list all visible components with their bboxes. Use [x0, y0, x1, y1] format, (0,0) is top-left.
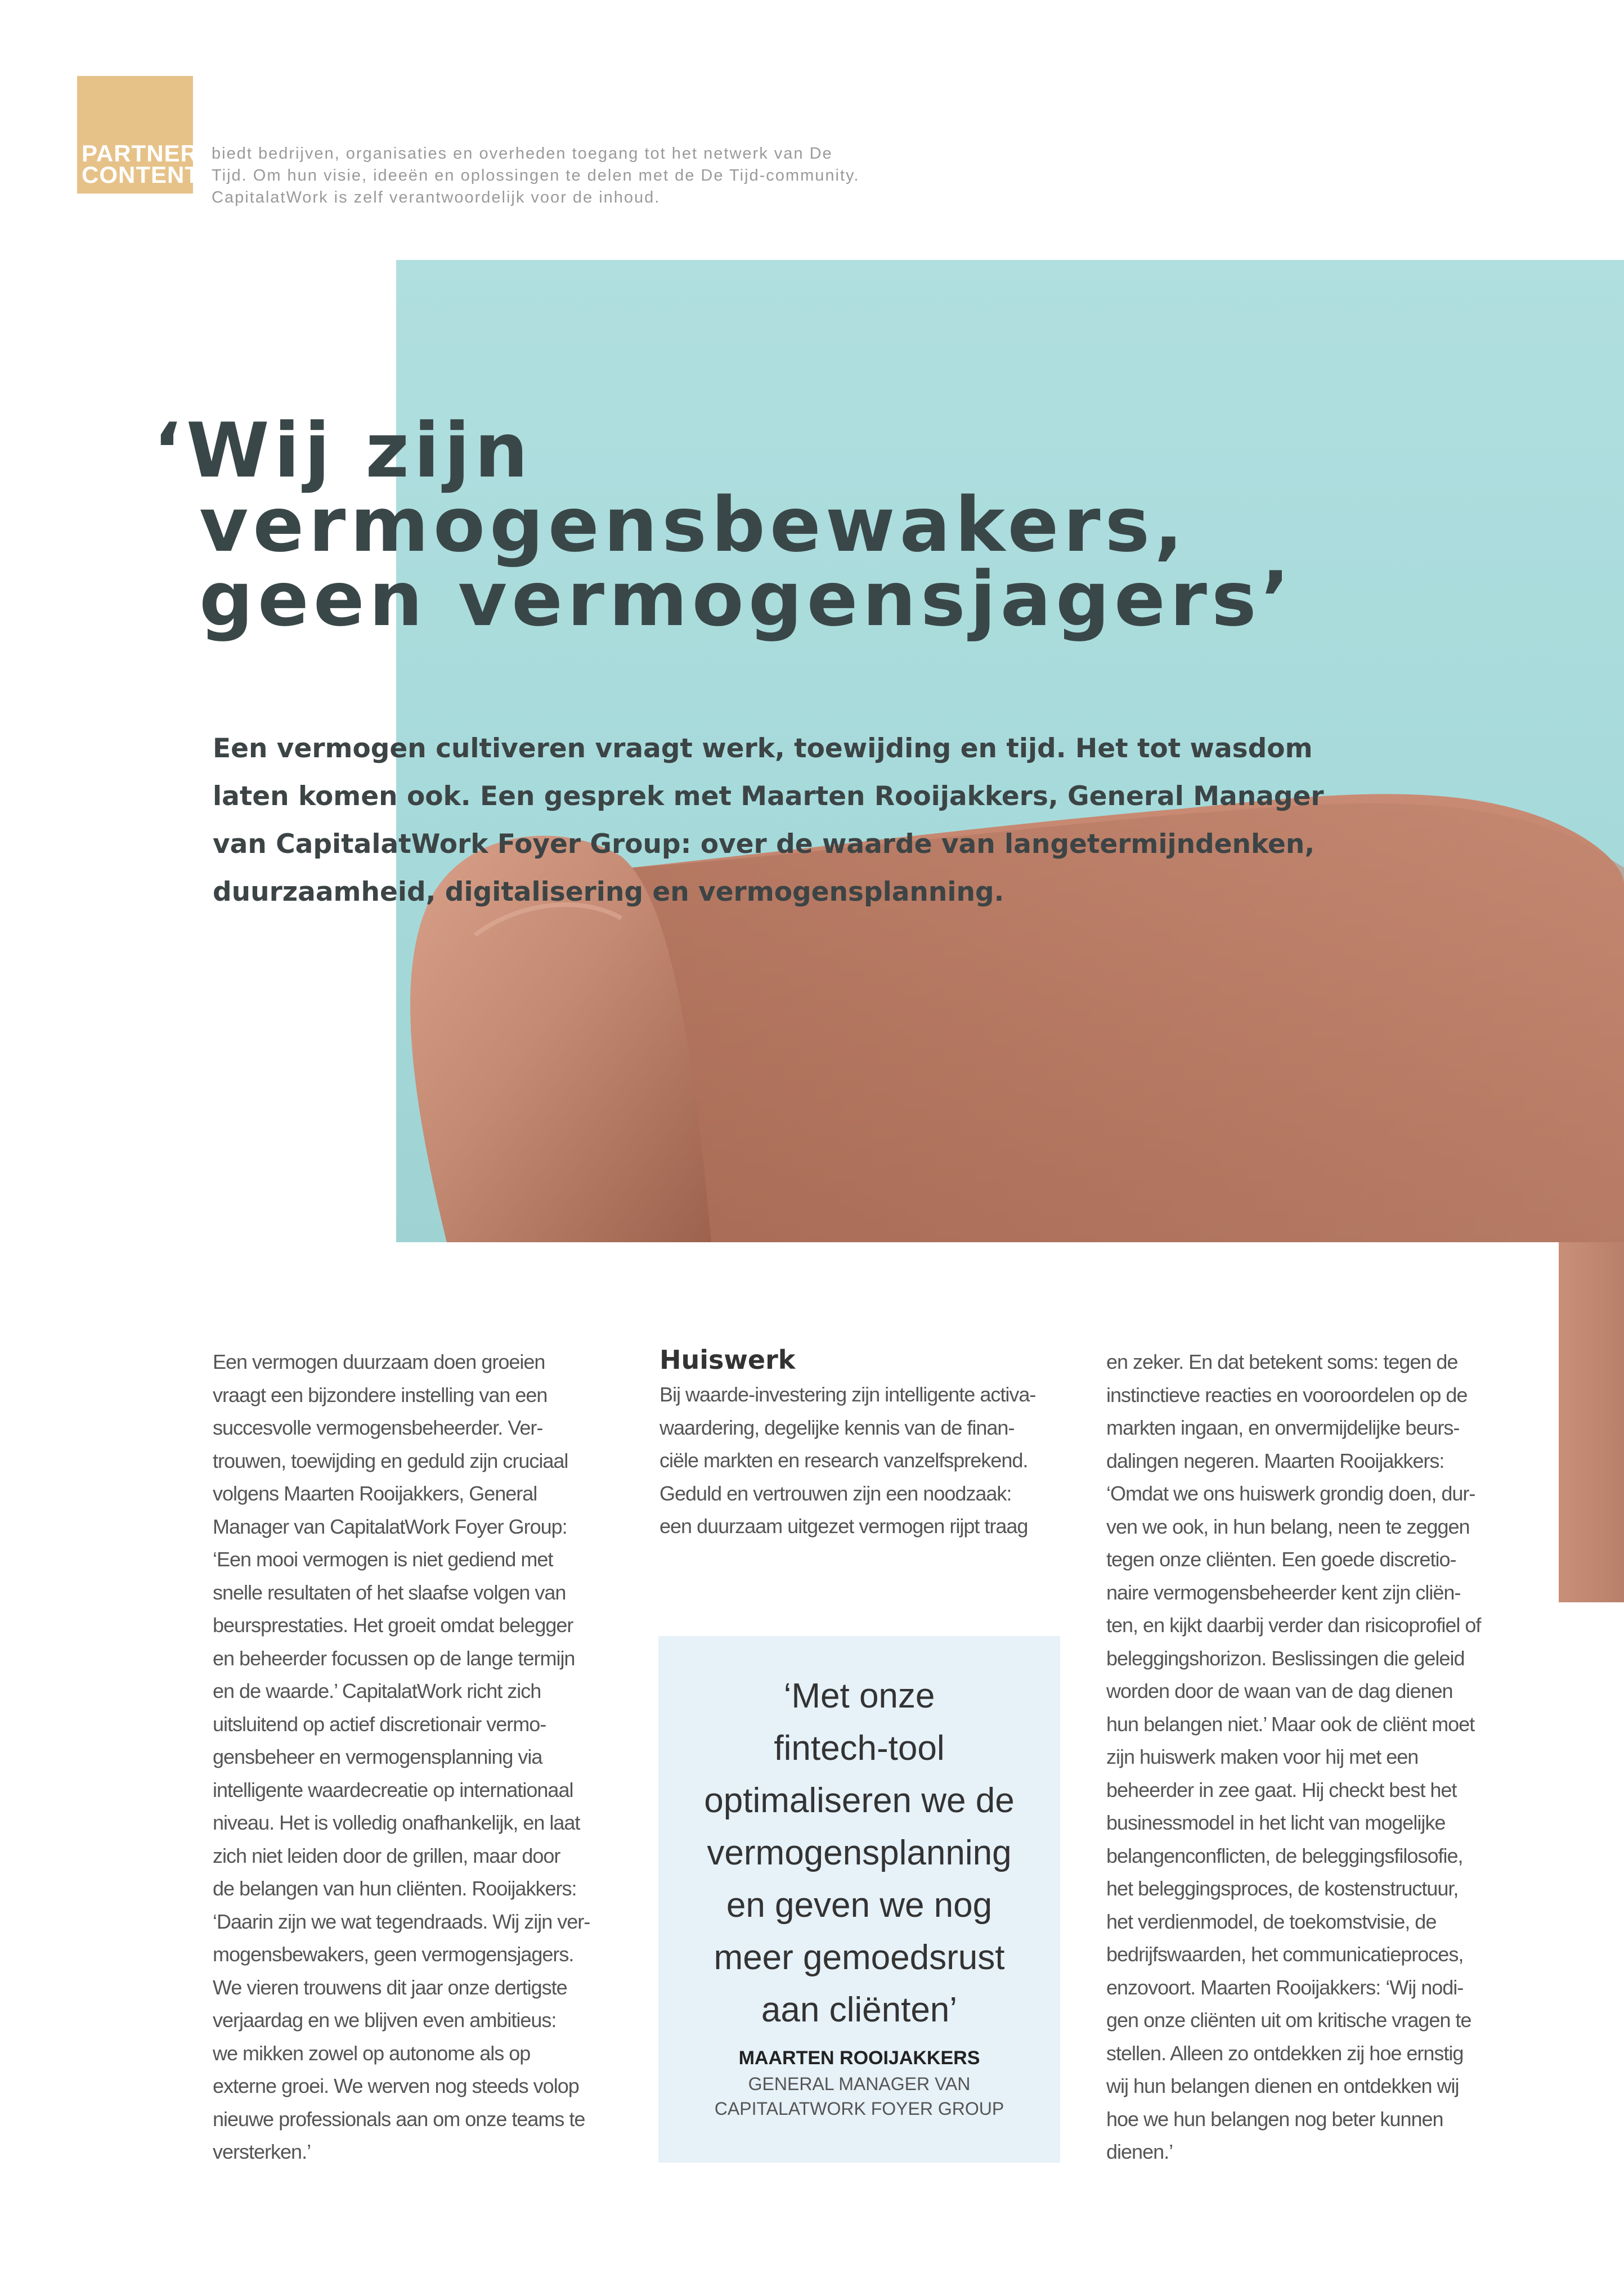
- body-line: trouwen, toewijding en geduld zijn cruciaal: [213, 1449, 568, 1472]
- section-heading-huiswerk: Huiswerk: [660, 1345, 796, 1375]
- body-line: ‘Omdat we ons huiswerk grondig doen, dur-: [1106, 1482, 1475, 1505]
- lead-line: van CapitalatWork Foyer Group: over de waarde van langetermijndenken,: [213, 829, 1315, 860]
- badge-line-1: PARTNER: [82, 140, 198, 167]
- body-line: bedrijfswaarden, het communicatieproces,: [1106, 1943, 1464, 1966]
- body-line: mogensbewakers, geen vermogensjagers.: [213, 1943, 574, 1966]
- body-line: markten ingaan, en onvermijdelijke beurs-: [1106, 1416, 1460, 1439]
- body-line: hoe we hun belangen nog beter kunnen: [1106, 2107, 1443, 2131]
- pull-quote-text: [658, 1670, 1060, 2036]
- body-line: dienen.’: [1106, 2140, 1173, 2163]
- quote-line: fintech-tool: [774, 1729, 945, 1768]
- body-column-2: [660, 1378, 1076, 1543]
- partner-disclaimer: [212, 143, 860, 209]
- body-line: en de waarde.’ CapitalatWork richt zich: [213, 1679, 541, 1702]
- quote-line: ‘Met onze: [783, 1677, 935, 1715]
- quote-author-role: [658, 2072, 1060, 2121]
- body-line: waardering, degelijke kennis van de finan-: [660, 1416, 1015, 1439]
- partner-content-badge: [77, 76, 200, 194]
- quote-line: meer gemoedsrust: [714, 1938, 1005, 1977]
- body-line: succesvolle vermogensbeheerder. Ver-: [213, 1416, 543, 1439]
- body-line: een duurzaam uitgezet vermogen rijpt traag: [660, 1515, 1028, 1538]
- body-line: ciële markten en research vanzelfsprekend.: [660, 1449, 1028, 1472]
- body-line: de belangen van hun cliënten. Rooijakkers:: [213, 1877, 577, 1900]
- body-line: ‘Een mooi vermogen is niet gediend met: [213, 1548, 553, 1571]
- body-line: Geduld en vertrouwen zijn een noodzaak:: [660, 1481, 1012, 1505]
- body-line: verjaardag en we blijven even ambitieus:: [213, 2009, 557, 2032]
- body-line: Een vermogen duurzaam doen groeien: [213, 1350, 545, 1373]
- body-line: nieuwe professionals aan om onze teams te: [213, 2107, 585, 2131]
- body-line: wij hun belangen dienen en ontdekken wij: [1106, 2074, 1459, 2097]
- body-line: naire vermogensbeheerder kent zijn cliën-: [1106, 1580, 1461, 1604]
- body-line: zijn huiswerk maken voor hij met een: [1106, 1745, 1419, 1768]
- article-title: [153, 407, 1294, 643]
- body-line: dalingen negeren. Maarten Rooijakkers:: [1106, 1449, 1444, 1472]
- quote-line: vermogensplanning: [707, 1834, 1012, 1872]
- body-line: enzovoort. Maarten Rooijakkers: ‘Wij nodi-: [1106, 1975, 1464, 1999]
- body-line: businessmodel in het licht van mogelijke: [1106, 1811, 1446, 1834]
- body-line: beleggingshorizon. Beslissingen die geleid: [1106, 1646, 1465, 1670]
- body-line: beursprestaties. Het groeit omdat belegger: [213, 1614, 573, 1637]
- disclaimer-line: Tijd. Om hun visie, ideeën en oplossingen te delen met de De Tijd-community.: [212, 167, 860, 185]
- body-line: externe groei. We werven nog steeds volop: [213, 2074, 579, 2097]
- disclaimer-line: CapitalatWork is zelf verantwoordelijk voor de inhoud.: [212, 188, 661, 206]
- body-line: het verdienmodel, de toekomstvisie, de: [1106, 1909, 1437, 1933]
- body-column-3: [1106, 1346, 1523, 2169]
- body-line: versterken.’: [213, 2140, 311, 2163]
- body-line: we mikken zowel op autonome als op: [213, 2041, 531, 2065]
- body-line: niveau. Het is volledig onafhankelijk, en laat: [213, 1811, 580, 1834]
- body-line: en zeker. En dat betekent soms: tegen de: [1106, 1350, 1458, 1373]
- body-line: We vieren trouwens dit jaar onze dertigste: [213, 1975, 567, 1999]
- body-line: intelligente waardecreatie op internationaal: [213, 1778, 573, 1801]
- title-line: ‘Wij zijn: [153, 407, 533, 495]
- body-line: stellen. Alleen zo ontdekken zij hoe ernstig: [1106, 2041, 1464, 2065]
- body-line: volgens Maarten Rooijakkers, General: [213, 1482, 537, 1505]
- body-line: gen onze cliënten uit om kritische vragen te: [1106, 2009, 1472, 2032]
- quote-line: optimaliseren we de: [704, 1781, 1015, 1820]
- body-line: vraagt een bijzondere instelling van een: [213, 1383, 548, 1407]
- title-line: geen vermogensjagers’: [199, 555, 1294, 643]
- quote-line: en geven we nog: [726, 1886, 993, 1925]
- body-line: ven we ook, in hun belang, neen te zeggen: [1106, 1515, 1470, 1538]
- role-line: GENERAL MANAGER VAN: [748, 2074, 971, 2094]
- body-line: tegen onze cliënten. Een goede discretio-: [1106, 1548, 1456, 1571]
- body-line: Bij waarde-investering zijn intelligente activa-: [660, 1383, 1036, 1406]
- lead-line: laten komen ook. Een gesprek met Maarten Rooijakkers, General Manager: [213, 781, 1324, 812]
- body-line: uitsluitend op actief discretionair vermo-: [213, 1712, 546, 1736]
- body-line: Manager van CapitalatWork Foyer Group:: [213, 1515, 567, 1538]
- lead-line: duurzaamheid, digitalisering en vermogensplanning.: [213, 877, 1004, 907]
- body-line: snelle resultaten of het slaafse volgen van: [213, 1580, 566, 1604]
- body-line: zich niet leiden door de grillen, maar door: [213, 1844, 560, 1867]
- quote-line: aan cliënten’: [761, 1991, 958, 2029]
- title-line: vermogensbewakers,: [199, 481, 1188, 569]
- body-line: gensbeheer en vermogensplanning via: [213, 1745, 542, 1768]
- body-line: ten, en kijkt daarbij verder dan risicoprofiel of: [1106, 1614, 1481, 1637]
- pull-quote: [658, 1636, 1060, 2163]
- body-line: en beheerder focussen op de lange termijn: [213, 1646, 575, 1670]
- badge-line-2: CONTENT: [82, 161, 200, 188]
- body-line: het beleggingsproces, de kostenstructuur,: [1106, 1877, 1459, 1900]
- role-line: CAPITALATWORK FOYER GROUP: [714, 2099, 1004, 2119]
- body-line: hun belangen niet.’ Maar ook de cliënt moet: [1106, 1712, 1475, 1736]
- body-line: instinctieve reacties en vooroordelen op de: [1106, 1383, 1468, 1407]
- body-line: worden door de waan van de dag dienen: [1106, 1679, 1453, 1702]
- body-line: ‘Daarin zijn we wat tegendraads. Wij zijn ver-: [213, 1909, 590, 1933]
- disclaimer-line: biedt bedrijven, organisaties en overheden toegang tot het netwerk van De: [212, 145, 833, 163]
- article-lead: [213, 725, 1338, 916]
- body-line: beheerder in zee gaat. Hij checkt best het: [1106, 1778, 1457, 1801]
- chair-image-extension: [1559, 1242, 1624, 1602]
- body-line: belangenconflicten, de beleggingsfilosofie,: [1106, 1844, 1463, 1867]
- body-column-1: [213, 1346, 629, 2169]
- lead-line: Een vermogen cultiveren vraagt werk, toewijding en tijd. Het tot wasdom: [213, 733, 1313, 764]
- quote-author-name: MAARTEN ROOIJAKKERS: [738, 2047, 980, 2069]
